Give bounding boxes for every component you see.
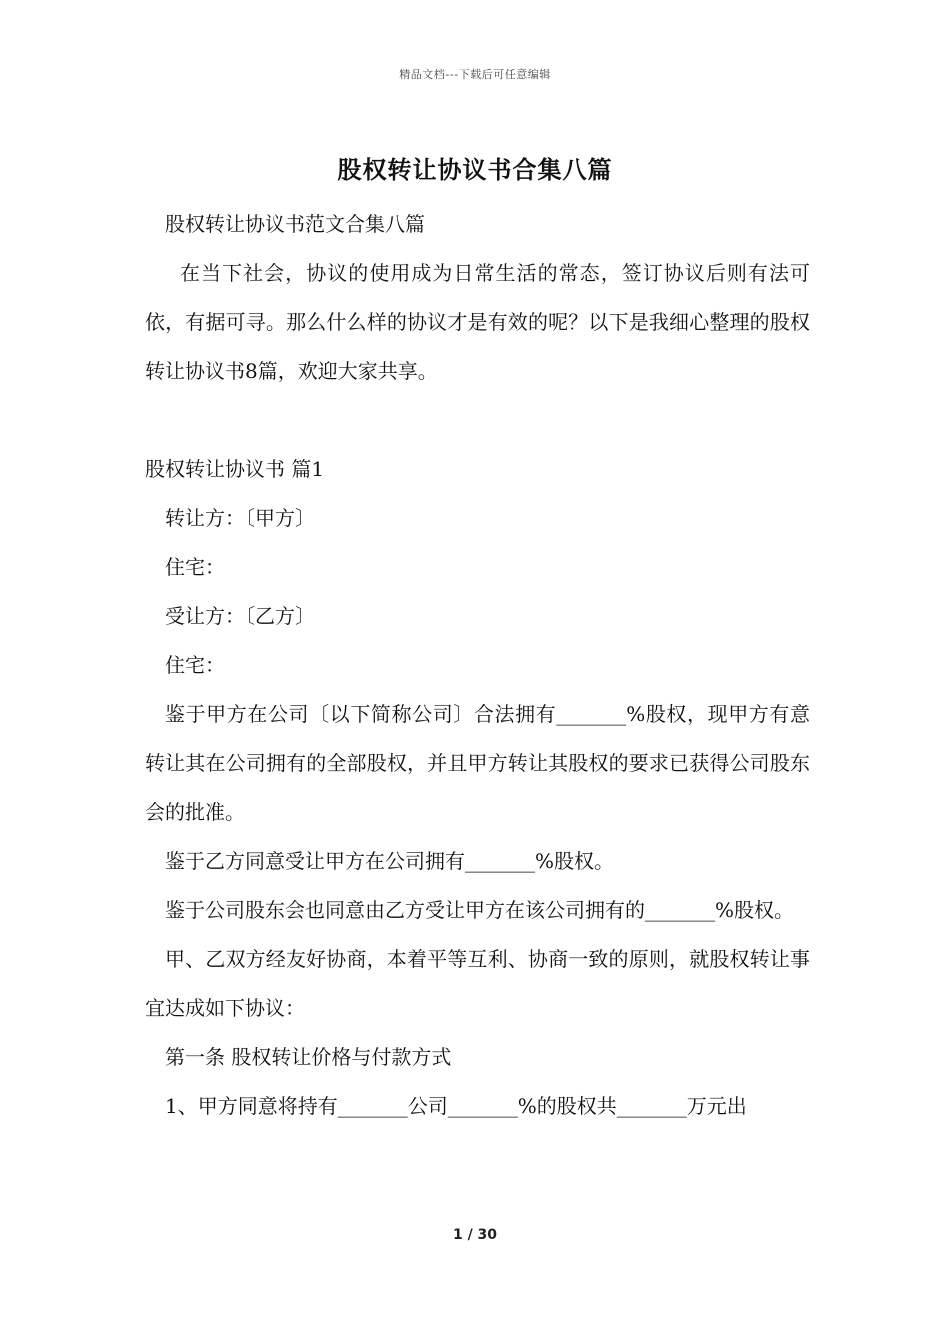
document-body [145,200,810,1131]
page-indicator: 1 / 30 [452,1227,498,1243]
recital-paragraph: 鉴于乙方同意受让甲方在公司拥有_______%股权。 [165,849,615,873]
transferee-line: 受让方：〔乙方〕 [165,604,315,628]
intro-paragraph: 在当下社会，协议的使用成为日常生活的常态，签订协议后则有法可依，有据可寻。那么什么样的协议才是有效的呢？以下是我细心整理的股权转让协议书8篇，欢迎大家共享。 [145,261,810,383]
header-note: 精品文档---下载后可任意编辑 [399,68,551,81]
section-heading: 股权转让协议书 篇1 [145,457,325,481]
recital-paragraph: 鉴于公司股东会也同意由乙方受让甲方在该公司拥有的_______%股权。 [165,898,795,922]
blank-line [145,396,810,445]
transferor-line: 转让方：〔甲方〕 [165,506,315,530]
clause-paragraph: 1、甲方同意将持有_______公司_______%的股权共_______万元出 [165,1094,747,1118]
article-heading: 第一条 股权转让价格与付款方式 [165,1045,452,1069]
document-title: 股权转让协议书合集八篇 [337,155,613,184]
transferor-address-line: 住宅： [165,555,225,579]
recital-paragraph: 鉴于甲方在公司〔以下简称公司〕合法拥有_______%股权，现甲方有意转让其在公司拥有的全部股权，并且甲方转让其股权的要求已获得公司股东会的批准。 [145,702,810,824]
transferee-address-line: 住宅： [165,653,225,677]
agreement-paragraph: 甲、乙双方经友好协商，本着平等互利、协商一致的原则，就股权转让事宜达成如下协议： [145,947,810,1020]
subtitle-paragraph: 股权转让协议书范文合集八篇 [165,212,425,236]
